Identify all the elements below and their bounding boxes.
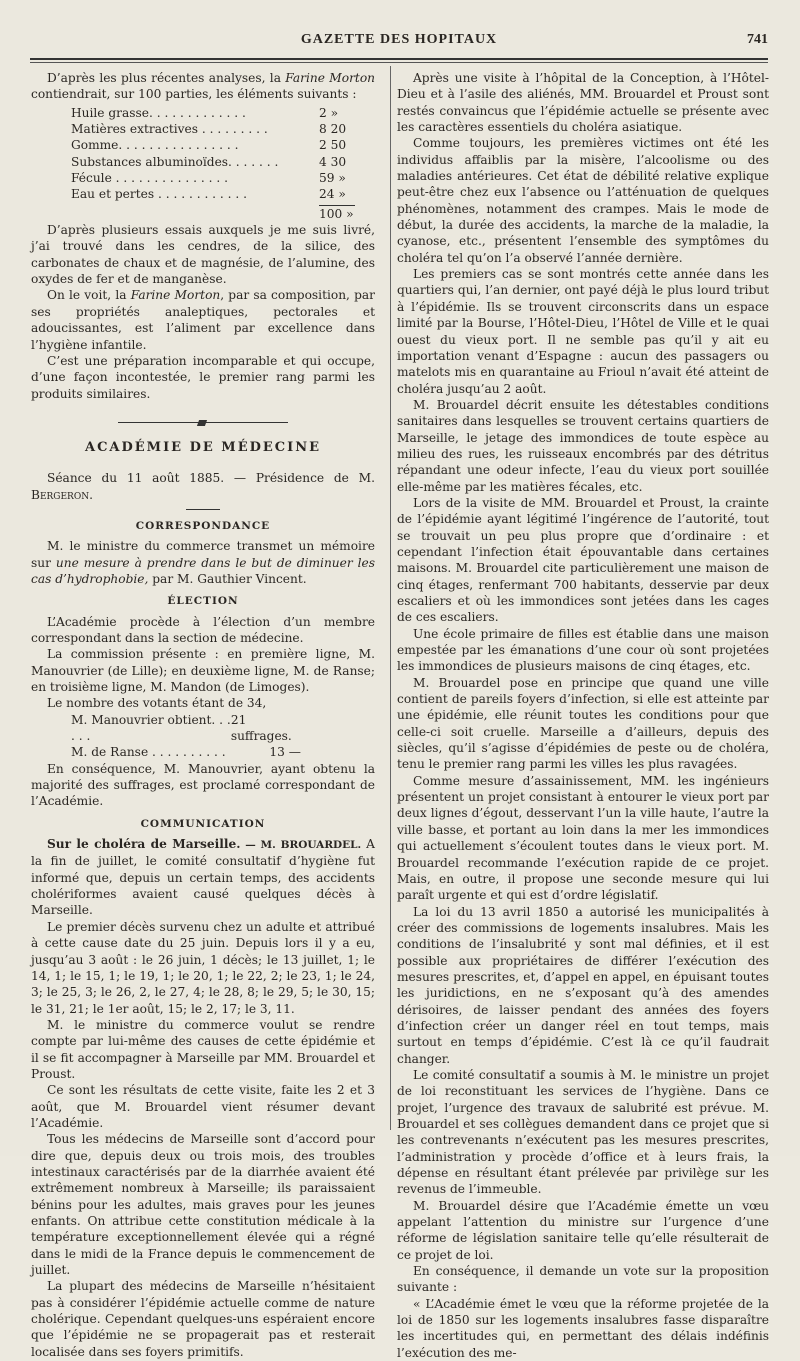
paragraph: Les premiers cas se sont montrés cette année dans les quartiers qui, l’an dernier, ont payé déjà le plus lourd tribut à l’épidémie. Ils se trouvent circonscrits dans un espace limité par la Bourse, l’Hôtel-Dieu, l’Hôtel de Ville et le quai ouest du vieux port. Il ne semble pas qu’il y ait eu importation venant d’Espagne : aucun des passagers ou matelots mis en quarantaine au Frioul n’avait été atteint de choléra jusqu’au 2 août.: [397, 267, 769, 396]
composition-table: [71, 105, 361, 222]
table-row: Huile grasse. . . . . . . . . . . . . 2 »: [71, 105, 339, 120]
vote-table: [71, 712, 301, 761]
paragraph: Le comité consultatif a soumis à M. le ministre un projet de loi reconstituant les services de l’hygiène. Dans ce projet, l’urgence des travaux de salubrité est prévue. M. Brouardel et ses collègues demandent dans ce projet que si les contrevenants n’exécutent pas les mesures prescrites, l’administration y procède d’office et à leurs frais, la dépense en résultant étant prélevée par privilège sur les revenus de l’immeuble.: [397, 1067, 769, 1197]
paragraph: Comme mesure d’assainissement, MM. les ingénieurs présentent un projet consistant à entourer le vieux port par deux lignes d’égout, desservant l’un la ville haute, l’autre la ville basse, et portant au loin dans la mer les immondices qui actuellement s’écoulent toutes dans le vieux port. M. Brouardel recommande l’exécution rapide de ce projet. Mais, en outre, il propose une seconde mesure qui lui paraît urgente et qui est d’ordre législatif.: [397, 773, 769, 903]
paragraph: La plupart des médecins de Marseille n’hésitaient pas à considérer l’épidémie actuelle comme de nature cholérique. Cependant quelques-uns espéraient encore que l’épidémie ne se propagerait pas et resterait localisée dans ses foyers primitifs.: [31, 1279, 375, 1359]
paragraph: M. Brouardel décrit ensuite les détestables conditions sanitaires dans lesquelles se trouvent certains quartiers de Marseille, le jetage des immondices de toute espèce au milieu des rues, les ruisseaux encombrés par des détritus répandant une odeur infecte, l’eau du vieux port souillée elle-même par les matières fécales, etc.: [397, 397, 769, 494]
table-row: M. Manouvrier obtient. . . . . . 21 suffrages.: [71, 712, 292, 744]
paragraph: En conséquence, il demande un vote sur la proposition suivante :: [397, 1264, 769, 1295]
paragraph: Sur le choléra de Marseille. — M. BROUARDEL. A la fin de juillet, le comité consultatif d’hygiène fut informé que, depuis un certain temps, des accidents cholériformes avaient causé quelques décès à Marseille.: [31, 837, 375, 918]
paragraph: M. le ministre du commerce transmet un mémoire sur une mesure à prendre dans le but de diminuer les cas d’hydrophobie, par M. Gauthier Vincent.: [31, 539, 375, 586]
paragraph: Ce sont les résultats de cette visite, faite les 2 et 3 août, que M. Brouardel vient résumer devant l’Académie.: [31, 1083, 375, 1130]
right-column: [397, 70, 769, 1361]
paragraph: M. le ministre du commerce voulut se rendre compte par lui-même des causes de cette épidémie et il se fit accompagner à Marseille par MM. Brouardel et Proust.: [31, 1017, 375, 1081]
paragraph: On le voit, la Farine Morton, par sa composition, par ses propriétés analeptiques, pectorales et adoucissantes, est l’aliment par excellence dans l’hygiène infantile.: [31, 288, 375, 352]
paragraph: M. Brouardel pose en principe que quand une ville contient de pareils foyers d’infection, si elle est atteinte par une épidémie, elle réunit toutes les conditions pour que celle-ci soit cruelle. Marseille a d’ailleurs, depuis des siècles, qu’il s’agisse d’épidémies de peste ou de choléra, tenu le premier rang parmi les villes les plus ravagées.: [397, 675, 769, 772]
paragraph: D’après plusieurs essais auxquels je me suis livré, j’ai trouvé dans les cendres, de la silice, des carbonates de chaux et de magnésie, de l’alumine, des oxydes de fer et de manganèse.: [31, 223, 375, 287]
table-row: Eau et pertes . . . . . . . . . . . . 24 »: [71, 187, 346, 202]
paragraph: M. Brouardel désire que l’Académie émette un vœu appelant l’attention du ministre sur l’urgence d’une réforme de législation sanitaire telle qu’elle résulterait de ce projet de loi.: [397, 1198, 769, 1262]
table-total-row: 100 »: [319, 206, 354, 221]
page-number: 741: [747, 32, 768, 47]
paragraph: Tous les médecins de Marseille sont d’accord pour dire que, depuis deux ou trois mois, des troubles intestinaux caractérisés par de la diarrhée avaient été extrêmement nombreux à Marseille; ils paraissaient bénins pour les adultes, mais graves pour les jeunes enfants. On attribue cette constitution médicale à la température exceptionnellement élevée qui a régné dans le midi de la France depuis le commencement de juillet.: [31, 1132, 375, 1278]
paragraph: Après une visite à l’hôpital de la Conception, à l’Hôtel-Dieu et à l’asile des aliénés, MM. Brouardel et Proust sont restés convaincus que l’épidémie actuelle se présente avec les caractères essentiels du choléra asiatique.: [397, 71, 769, 135]
header-rule-thin: [30, 62, 768, 63]
paragraph: En conséquence, M. Manouvrier, ayant obtenu la majorité des suffrages, est proclamé correspondant de l’Académie.: [31, 761, 375, 809]
section-ornament: [118, 420, 288, 426]
journal-title: GAZETTE DES HOPITAUX: [300, 32, 498, 47]
header-rule: [30, 58, 768, 60]
divider: [186, 509, 220, 510]
subsection-title: COMMUNICATION: [140, 817, 266, 830]
paragraph: Le premier décès survenu chez un adulte et attribué à cette cause date du 25 juin. Depuis lors il y a eu, jusqu’au 3 août : le 26 juin, 1 décès; le 13 juillet, 1; le 14, 1; le 15, 1; le 19, 1; le 20, 1; le 22, 2; le 23, 1; le 24, 3; le 25, 3; le 26, 2, le 27, 4; le 28, 8; le 29, 5; le 30, 15; le 31, 21; le 1er août, 15; le 2, 17; le 3, 11.: [31, 919, 375, 1016]
table-row: Matières extractives . . . . . . . . . 8 20: [71, 122, 347, 137]
section-title: ACADÉMIE DE MÉDECINE: [84, 439, 321, 455]
paragraph: Le nombre des votants étant de 34,: [47, 696, 267, 711]
page-header: [30, 30, 768, 52]
paragraph: C’est une préparation incomparable et qui occupe, d’une façon incontestée, le premier rang parmi les produits similaires.: [31, 353, 375, 401]
table-row: Gomme. . . . . . . . . . . . . . . . 2 50: [71, 138, 347, 153]
table-row: Fécule . . . . . . . . . . . . . . . 59 »: [71, 171, 346, 186]
paragraph: L’Académie procède à l’élection d’un membre correspondant dans la section de médecine.: [31, 614, 375, 645]
table-row: M. de Ranse . . . . . . . . . . 13 —: [71, 745, 301, 760]
paragraph: Une école primaire de filles est établie dans une maison empestée par les émanations d’une cour où sont projetées les immondices de plusieurs maisons de cinq étages, etc.: [397, 626, 769, 674]
left-column: [31, 70, 375, 1360]
column-divider: [390, 66, 391, 1130]
intro-paragraph: D’après les plus récentes analyses, la Farine Morton contiendrait, sur 100 parties, les éléments suivants :: [31, 71, 376, 102]
quotation-paragraph: « L’Académie émet le vœu que la réforme projetée de la loi de 1850 sur les logements insalubres fasse disparaître les incertitudes qui, en permettant des délais indéfinis l’exécution des me-: [397, 1296, 769, 1360]
table-row: Substances albuminoïdes. . . . . . . 4 30: [71, 154, 347, 169]
subsection-title: ÉLECTION: [167, 595, 239, 608]
paragraph: La loi du 13 avril 1850 a autorisé les municipalités à créer des commissions de logements insalubres. Mais les conditions de l’insalubrité y sont mal définies, et il est possible aux propriétaires de différer l’exécution des mesures prescrites, et, d’appel en appel, en épuisant toutes les juridictions, en ne s’exposant qu’à des amendes dérisoires, de laisser pendant des années des foyers d’infection créer un danger réel en tout temps, mais surtout en temps d’épidémie. C’est là ce qu’il faudrait changer.: [397, 904, 769, 1066]
paragraph: La commission présente : en première ligne, M. Manouvrier (de Lille); en deuxième ligne, M. de Ranse; en troisième ligne, M. Mandon (de Limoges).: [31, 647, 375, 694]
session-line: Séance du 11 août 1885. — Présidence de M. Bergeron.: [31, 471, 375, 502]
paragraph: Lors de la visite de MM. Brouardel et Proust, la crainte de l’épidémie ayant légitimé l’ingérence de l’autorité, tout se trouvait un peu plus propre que d’ordinaire : et cependant l’infection était épouvantable dans certaines maisons. M. Brouardel cite particulièrement une maison de cinq étages, renfermant 700 habitants, desservie par deux escaliers et où les immondices sont jetées dans les cages de ces escaliers.: [397, 495, 769, 625]
subsection-title: CORRESPONDANCE: [135, 519, 271, 532]
paragraph: Comme toujours, les premières victimes ont été les individus affaiblis par la misère, l’alcoolisme ou des maladies antérieures. Cet état de débilité relative explique peut-être chez eux l’absence ou l’atténuation de quelques phénomènes, notamment des crampes. Mais le mode de début, la durée des accidents, la marche de la maladie, la cyanose, etc., présentent l’ensemble des symptômes du choléra tel qu’on l’a observé l’année dernière.: [397, 136, 769, 265]
